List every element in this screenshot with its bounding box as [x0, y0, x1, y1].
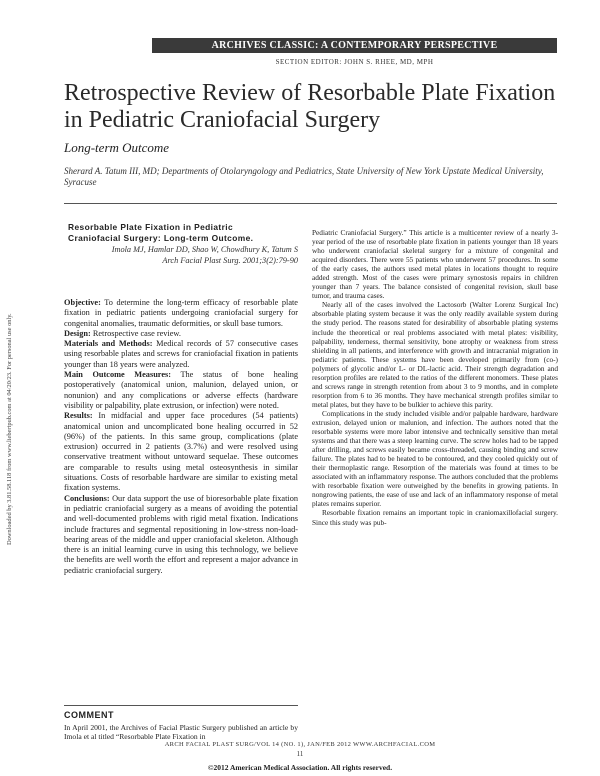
citation-reference: Arch Facial Plast Surg. 2001;3(2):79-90	[162, 256, 298, 265]
section-editor-line: SECTION EDITOR: JOHN S. RHEE, MD, MPH	[275, 58, 434, 66]
comment-left-text	[64, 723, 298, 741]
abstract-measures	[64, 370, 298, 411]
design-label: Design:	[64, 328, 91, 338]
objective-label: Objective:	[64, 298, 101, 307]
methods-text: Medical records of 57 consecutive cases using resorbable plates and screws for craniofacial fixation in patients younger than 18 years were analyzed.	[64, 339, 298, 369]
abstract-conclusions	[64, 494, 298, 576]
abstract-section	[64, 298, 298, 576]
footer-page-number: 11	[296, 750, 304, 758]
comment-paragraph-1: Pediatric Craniofacial Surgery.” This article is a multicenter review of a nearly 3-year period of the use of resorbable plate fixation in patients younger than 18 years who underwent craniofacial skeletal surgery for a mixture of congenital and acquired disorders. There were 55 patients who underwent 57 procedures. In some of the early cases, the authors used metal plates in locations thought to require added strength. Most of the cases were primary synostosis repairs in children younger than 7 years. The balance consisted of congenital revision, skull base tumor, and trauma cases.	[312, 228, 558, 301]
comment-heading: COMMENT	[64, 710, 114, 720]
abstract-results	[64, 411, 298, 493]
article-title: Retrospective Review of Resorbable Plate Fixation in Pediatric Craniofacial Surgery	[64, 80, 556, 133]
citation-authors: Imola MJ, Hamlar DD, Shao W, Chowdhury K, Tatum S	[111, 245, 298, 254]
comment-paragraph-4: Resorbable fixation remains an important topic in craniomaxillofacial surgery. Since this study was pub-	[312, 508, 558, 527]
citation-title-line-2: Craniofacial Surgery: Long-term Outcome.	[68, 233, 254, 243]
citation-title-line-1: Resorbable Plate Fixation in Pediatric	[68, 222, 234, 232]
comment-divider	[64, 705, 298, 706]
top-divider	[64, 203, 557, 204]
article-subtitle: Long-term Outcome	[64, 140, 170, 155]
conclusions-text: Our data support the use of bioresorbable plate fixation in pediatric craniofacial surgery as a means of avoiding the potential and well-documented problems with rigid metal fixation. Indications include fractures and segmental repositioning in low-stress non-load-bearing areas of the middle and upper craniofacial skeleton. Although there is an initial learning curve in using this technology, we believe the benefits are well worth the effort and represent a major advance in pediatric craniofacial surgery.	[64, 493, 299, 575]
section-banner: ARCHIVES CLASSIC: A CONTEMPORARY PERSPECTIVE	[152, 38, 557, 53]
results-label: Results:	[64, 411, 93, 421]
abstract-methods	[64, 339, 298, 370]
comment-left-paragraph: In April 2001, the Archives of Facial Plastic Surgery published an article by Imola et al titled “Resorbable Plate Fixation in	[64, 723, 298, 741]
comment-paragraph-3: Complications in the study included visible and/or palpable hardware, hardware extrusion, delayed union or malunion, and infection. The authors noted that the resorbable systems were more labor intensive and technically sensitive than metal systems and that there was a steep learning curve. The screw holes had to be tapped after drilling, and screws easily became cross-threaded, causing binding and screw failure. The plates had to be heated to be contoured, and they cooled quickly out of their thermoplastic range. Resorption of the materials was found at times to be associated with an inflammatory response. The authors concluded that the problems with resorbable fixation were outweighed by the benefits in growing patients. In nongrowing patients, the ease of use and lack of an inflammatory response of metal plates remains superior.	[312, 408, 558, 509]
comment-right-column	[312, 228, 558, 527]
abstract-objective	[64, 298, 298, 329]
download-watermark: Downloaded by 3.81.58.118 from www.liebertpub.com at 04/20/23. For personal use only.	[6, 313, 13, 545]
author-affiliation: Sherard A. Tatum III, MD; Departments of Otolaryngology and Pediatrics, State University of New York Upstate Medical University, Syracuse	[64, 166, 544, 187]
objective-text: To determine the long-term efficacy of resorbable plate fixation in pediatric patients undergoing craniofacial surgery for congenital anomalies, traumatic deformities, or skull base tumors.	[64, 298, 298, 328]
abstract-design	[64, 329, 298, 339]
footer-journal-line: ARCH FACIAL PLAST SURG/VOL 14 (NO. 1), JAN/FEB 2012 WWW.ARCHFACIAL.COM	[164, 741, 436, 748]
comment-paragraph-2: Nearly all of the cases involved the Lactosorb (Walter Lorenz Surgical Inc) absorbable plating system because it was the only readily available system during the study period. The reasons stated for desirability of absorbable plating systems include the theoretical or real problems associated with metal plates: visibility, palpability, tenderness, thermal sensitivity, bone atrophy or weakness from stress shielding in all patients, and interference with growth and intracranial migration in pediatric patients. These systems have been developed primarily from (co-) polymers of glycolic and/or L- or DL-lactic acid. Their strength degradation and resorption profiles are related to the ratios of the different monomers. These plates and screws range in strength retention from about 3 to 9 months, and in complete resorption from 6 to 36 months. They have mechanical strength profiles similar to metal plates, but they have to be bulkier to achieve this parity.	[312, 300, 558, 409]
footer-copyright: ©2012 American Medical Association. All rights reserved.	[207, 763, 393, 772]
results-text: In midfacial and upper face procedures (54 patients) anatomical union and uncomplicated bone healing occurred in 52 (96%) of the patients. In this same group, complications (plate extrusion) occurred in 2 patients (3.7%) and were resolved using conservative treatment without untoward sequelae. These outcomes are comparable to results using metal osteosynthesis in similar situations. Costs of resorbable hardware are similar to existing metal fixation systems.	[64, 411, 298, 493]
measures-label: Main Outcome Measures:	[64, 370, 172, 380]
conclusions-label: Conclusions:	[64, 493, 110, 503]
measures-text: The status of bone healing postoperatively (anatomical union, malunion, delayed union, or nonunion) and any complications or adverse effects (hardware visibility or palpability, plate extrusion, or infection) were noted.	[64, 370, 298, 410]
original-citation-box	[64, 222, 298, 266]
methods-label: Materials and Methods:	[64, 339, 153, 349]
design-text: Retrospective case review.	[92, 328, 181, 338]
